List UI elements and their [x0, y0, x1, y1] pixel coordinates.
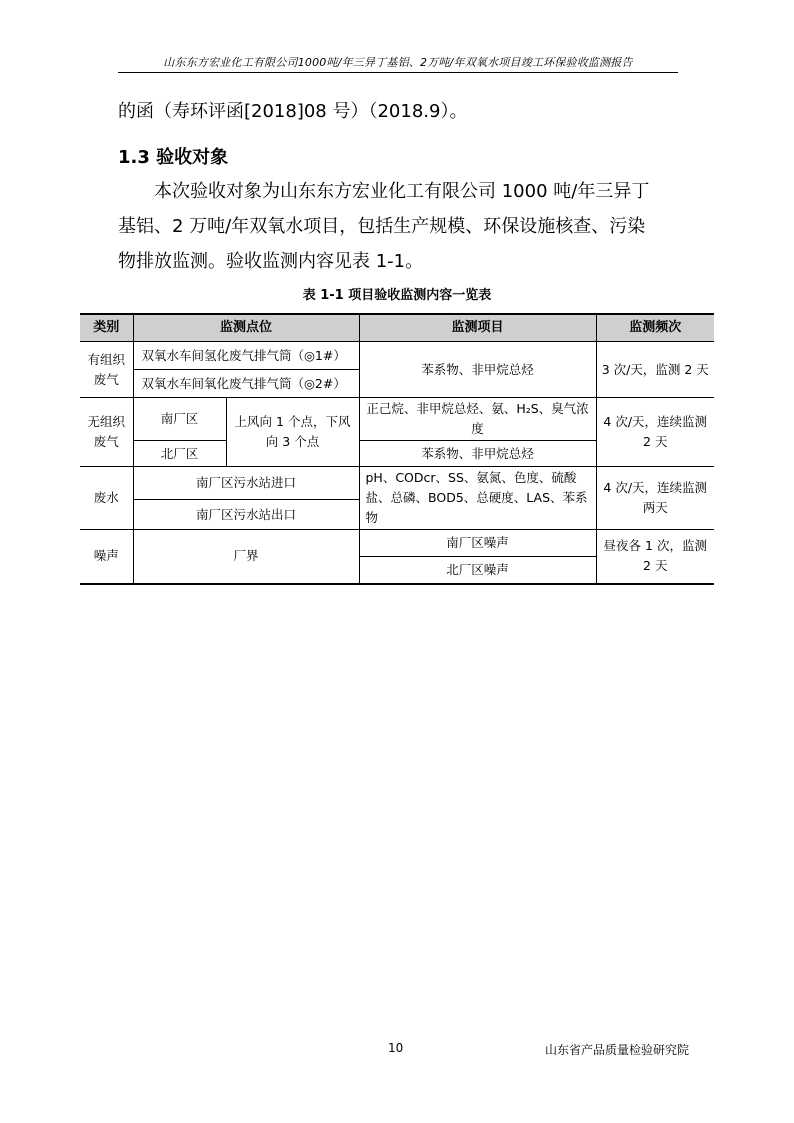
point-cell: 双氧水车间氧化废气排气筒（◎2#） [133, 370, 359, 398]
point-cell: 双氧水车间氢化废气排气筒（◎1#） [133, 342, 359, 370]
footer-institute: 山东省产品质量检验研究院 [545, 1043, 690, 1057]
point-cell: 南厂区污水站出口 [133, 500, 359, 530]
category-unorganized-gas: 无组织废气 [80, 398, 133, 467]
frequency-cell: 4 次/天，连续监测两天 [596, 467, 714, 530]
running-header: 山东东方宏业化工有限公司1000吨/年三异丁基铝、2万吨/年双氧水项目竣工环保验收监测报告 [163, 56, 633, 69]
items-cell: 南厂区噪声 [359, 530, 596, 557]
intro-line: 的函（寿环评函[2018]08 号）（2018.9）。 [118, 101, 468, 122]
header-point: 监测点位 [133, 314, 359, 342]
table-row [80, 530, 714, 557]
table-header-row [80, 314, 714, 342]
wind-direction-cell: 上风向 1 个点，下风向 3 个点 [226, 398, 359, 467]
frequency-cell: 3 次/天，监测 2 天 [596, 342, 714, 398]
table-row [80, 342, 714, 370]
header-items: 监测项目 [359, 314, 596, 342]
point-cell: 南厂区污水站进口 [133, 467, 359, 500]
monitoring-table [80, 313, 714, 585]
items-cell: 苯系物、非甲烷总烃 [359, 441, 596, 467]
header-rule [118, 72, 678, 73]
table-caption: 表 1-1 项目验收监测内容一览表 [302, 288, 492, 303]
category-organized-gas: 有组织废气 [80, 342, 133, 398]
paragraph-line-3: 物排放监测。验收监测内容见表 1-1。 [118, 251, 424, 272]
frequency-cell: 4 次/天，连续监测 2 天 [596, 398, 714, 467]
table-row [80, 467, 714, 500]
header-frequency: 监测频次 [596, 314, 714, 342]
frequency-cell: 昼夜各 1 次，监测 2 天 [596, 530, 714, 584]
page-number: 10 [388, 1041, 404, 1055]
point-cell: 南厂区 [133, 398, 226, 441]
paragraph-line-2: 基铝、2 万吨/年双氧水项目，包括生产规模、环保设施核查、污染 [118, 216, 646, 237]
items-cell: 北厂区噪声 [359, 557, 596, 584]
category-wastewater: 废水 [80, 467, 133, 530]
header-category: 类别 [80, 314, 133, 342]
point-cell: 厂界 [133, 530, 359, 584]
category-noise: 噪声 [80, 530, 133, 584]
items-cell: 苯系物、非甲烷总烃 [359, 342, 596, 398]
table-row [80, 398, 714, 441]
point-cell: 北厂区 [133, 441, 226, 467]
items-cell: pH、CODcr、SS、氨氮、色度、硫酸盐、总磷、BOD5、总硬度、LAS、苯系物 [359, 467, 596, 530]
section-heading: 1.3 验收对象 [118, 147, 229, 168]
paragraph-line-1: 本次验收对象为山东东方宏业化工有限公司 1000 吨/年三异丁 [118, 181, 650, 202]
items-cell: 正己烷、非甲烷总烃、氨、H₂S、臭气浓度 [359, 398, 596, 441]
